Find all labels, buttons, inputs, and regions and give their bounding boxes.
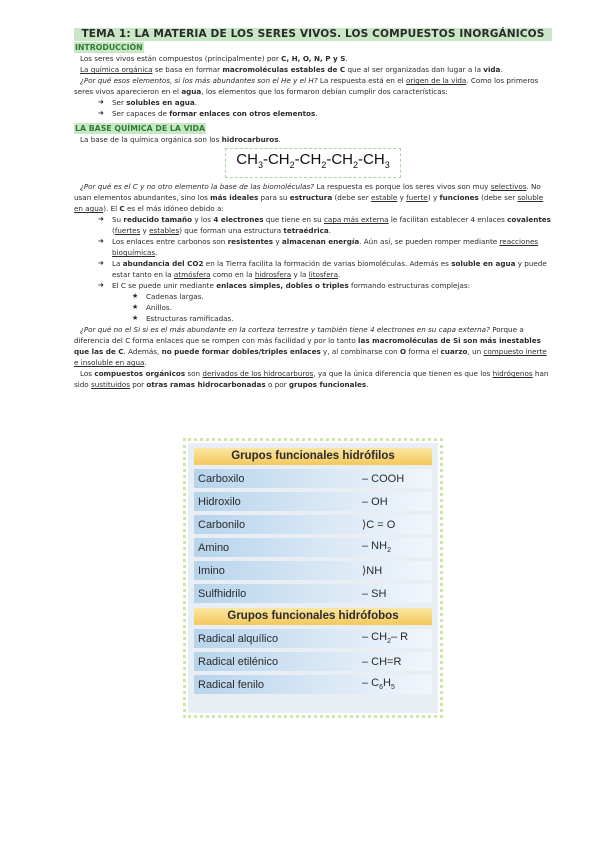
functional-groups-figure xyxy=(183,438,443,718)
paragraph-organic-compounds: Los compuestos orgánicos son derivados de los hidrocarburos, ya que la única diferencia que tienen es que los hidrógenos han sido sustituidos por otras ramas hidrocarbonadas o por grupos funcionales. xyxy=(74,369,549,389)
paragraph-intro-2: La química orgánica se basa en formar macromoléculas estables de C que al ser organizadas dan lugar a la vida. xyxy=(80,65,503,74)
list-item: ➜ Su reducido tamaño y los 4 electrones que tiene en su capa más externa le facilitan establecer 4 enlaces covalentes (fuertes y estables) que forman una estructura tetraédrica. xyxy=(102,214,552,236)
hydrocarbon-formula: $CH_3-CH_2-CH_2-CH_2-CH_3$ xyxy=(225,148,400,178)
document-page xyxy=(74,28,552,390)
list-structures xyxy=(74,291,552,324)
functional-groups-table xyxy=(188,443,438,713)
table-row: Radical alquílico – $CH_2-$ R xyxy=(194,629,432,648)
table-row: Imino ⟩NH xyxy=(194,561,432,580)
section-heading-base-quimica: LA BASE QUÍMICA DE LA VIDA xyxy=(75,124,206,133)
list-item: ➜ La abundancia del CO2 en la Tierra facilita la formación de varias biomoléculas. Además es soluble en agua y puede estar tanto en la atmósfera como en la hidrosfera y la litosfera. xyxy=(102,258,552,280)
document-title: TEMA 1: LA MATERIA DE LOS SERES VIVOS. LOS COMPUESTOS INORGÁNICOS xyxy=(74,28,552,41)
hydrophilic-header: Grupos funcionales hidrófilos xyxy=(194,448,432,465)
list-item: ★ Anillos. xyxy=(136,302,552,313)
table-row: Hidroxilo – OH xyxy=(194,492,432,511)
list-item: ★ Estructuras ramificadas. xyxy=(136,313,552,324)
list-item: ➜ Ser capaces de formar enlaces con otros elementos. xyxy=(102,108,552,119)
table-row: Sulfhidrilo – SH xyxy=(194,584,432,603)
list-item: ★ Cadenas largas. xyxy=(136,291,552,302)
list-carbon-reasons xyxy=(74,214,552,291)
section-heading-introduccion: INTRODUCCIÓN xyxy=(75,43,143,52)
table-row: Radical fenilo – $C_6H_5$ xyxy=(194,675,432,694)
table-row: Carboxilo – COOH xyxy=(194,469,432,488)
paragraph-base-1: La base de la química orgánica son los hidrocarburos. xyxy=(80,135,281,144)
list-item: ➜ Los enlaces entre carbonos son resistentes y almacenan energía. Aún así, se pueden romper mediante reacciones bioquímicas. xyxy=(102,236,552,258)
paragraph-intro-3: ¿Por qué esos elementos, si los más abundantes son el He y el H? La respuesta está en el origen de la vida. Como los primeros seres vivos aparecieron en el agua, los elementos que los formaron debían cumplir dos características: xyxy=(74,76,539,96)
paragraph-intro-1: Los seres vivos están compuestos (principalmente) por C, H, O, N, P y S. xyxy=(80,54,348,63)
list-characteristics xyxy=(74,97,552,119)
paragraph-silicon-question: ¿Por qué no el Si si es el más abundante en la corteza terrestre y también tiene 4 electrones en su capa externa? Porque a diferencia del C forma enlaces que se rompen con más facilidad y por lo tanto las macromoléculas de Si son más inestables que las de C. Además, no puede formar dobles/triples enlaces y, al combinarse con O forma el cuarzo, un compuesto inerte e insoluble en agua. xyxy=(74,325,547,367)
list-item: ➜ El C se puede unir mediante enlaces simples, dobles o triples formando estructuras complejas: xyxy=(102,280,552,291)
paragraph-carbon-question: ¿Por qué es el C y no otro elemento la base de las biomoléculas? La respuesta es porque los seres vivos son muy selectivos. No usan elementos abundantes, sino los más ideales para su estructura (debe ser estable y fuerte) y funciones (debe ser soluble en agua). El C es el más idóneo debido a: xyxy=(74,182,544,213)
hydrophobic-header: Grupos funcionales hidrófobos xyxy=(194,608,432,625)
list-item: ➜ Ser solubles en agua. xyxy=(102,97,552,108)
table-row: Carbonilo ⟩C = O xyxy=(194,515,432,534)
section-base-quimica xyxy=(74,123,552,390)
section-introduccion xyxy=(74,42,552,119)
table-row: Radical etilénico – CH=R xyxy=(194,652,432,671)
table-row: Amino – $NH_2$ xyxy=(194,538,432,557)
